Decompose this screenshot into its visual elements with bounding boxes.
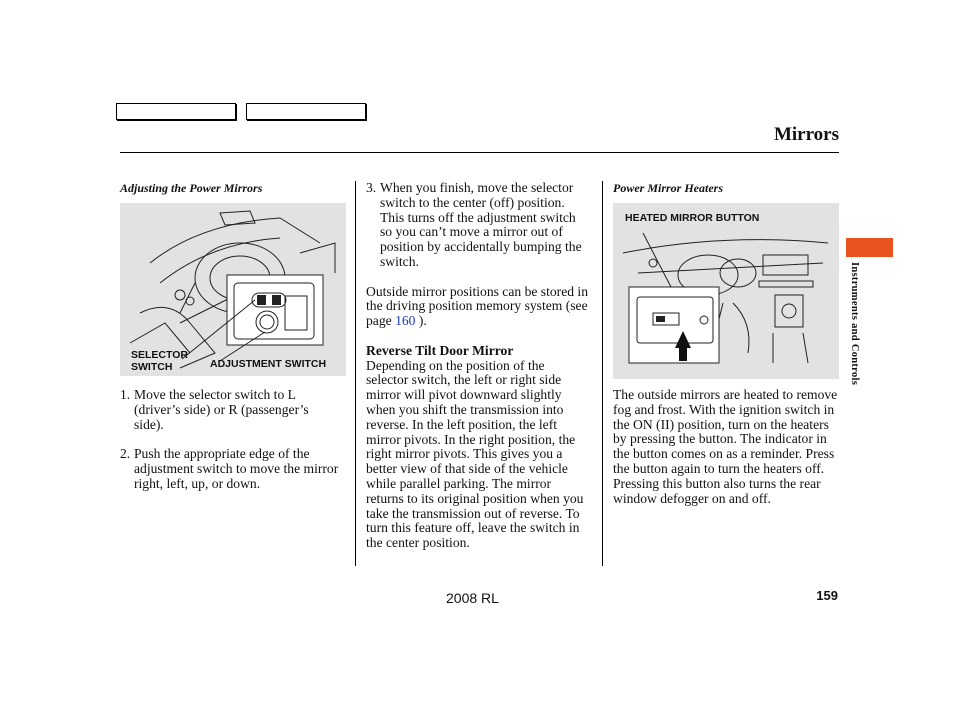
heater-paragraph: The outside mirrors are heated to remove fog and frost. With the ignition switch in the ON (II) position, turn on the heaters by pressing the button. The indicator in the button comes on as a reminder. Press the button again to turn the heaters off. Pressing this button also turns the rear window defogger on and off. bbox=[613, 387, 838, 506]
step-text: Push the appropriate edge of the adjustment switch to move the mirror right, left, up, or down. bbox=[134, 446, 339, 491]
page-number: 159 bbox=[816, 588, 838, 603]
label-selector-switch: SELECTOR SWITCH bbox=[131, 349, 188, 373]
step-number: 1. bbox=[120, 387, 131, 402]
column-divider bbox=[355, 181, 356, 566]
column-3-text bbox=[613, 388, 839, 521]
memory-paragraph bbox=[366, 285, 590, 329]
memory-text-end: ). bbox=[415, 313, 427, 329]
page-title: Mirrors bbox=[773, 124, 839, 145]
dashboard-illustration bbox=[613, 203, 839, 379]
page-link[interactable]: 160 bbox=[395, 313, 416, 329]
figure-mirror-switch bbox=[120, 203, 346, 376]
column-2-text bbox=[366, 181, 590, 566]
reverse-tilt-paragraph: Depending on the position of the selector switch, the left or right side mirror will pivot downward slightly when you shift the transmission into reverse. In the left position, the left mirror pivots. In the right position, the right mirror pivots. This gives you a better view of that side of the vehicle while parallel parking. The mirror returns to its original position when you take the transmission out of reverse. To turn this feature off, leave the switch in the center position. bbox=[366, 357, 584, 551]
step-number: 2. bbox=[120, 446, 131, 462]
nav-button-next[interactable] bbox=[246, 103, 366, 120]
step-text: Move the selector switch to L (driver’s side) or R (passenger’s side). bbox=[134, 387, 309, 432]
column-divider bbox=[602, 181, 603, 566]
label-heated-mirror-button: HEATED MIRROR BUTTON bbox=[625, 212, 760, 224]
column-1-text bbox=[120, 388, 340, 506]
label-adjustment-switch: ADJUSTMENT SWITCH bbox=[210, 358, 327, 370]
section-label: Instruments and Controls bbox=[849, 262, 860, 386]
header-rule bbox=[120, 152, 839, 153]
list-item bbox=[120, 388, 340, 432]
section-tab bbox=[846, 238, 893, 257]
step-number: 3. bbox=[366, 180, 377, 195]
footer-model: 2008 RL bbox=[446, 590, 499, 606]
nav-button-previous[interactable] bbox=[116, 103, 236, 120]
memory-text: Outside mirror positions can be stored in the driving position memory system (see page bbox=[366, 283, 588, 329]
figure-heated-mirror-button bbox=[613, 203, 839, 379]
reverse-tilt-heading: Reverse Tilt Door Mirror bbox=[366, 342, 514, 358]
list-item bbox=[120, 447, 340, 491]
list-item bbox=[366, 181, 590, 270]
step-text: When you finish, move the selector switch to the center (off) position. This turns off the adjustment switch so you can’t move a mirror out of position by accidentally bumping the switch. bbox=[380, 180, 582, 269]
caption-adjusting-mirrors: Adjusting the Power Mirrors bbox=[120, 181, 263, 195]
caption-mirror-heaters: Power Mirror Heaters bbox=[613, 181, 724, 195]
